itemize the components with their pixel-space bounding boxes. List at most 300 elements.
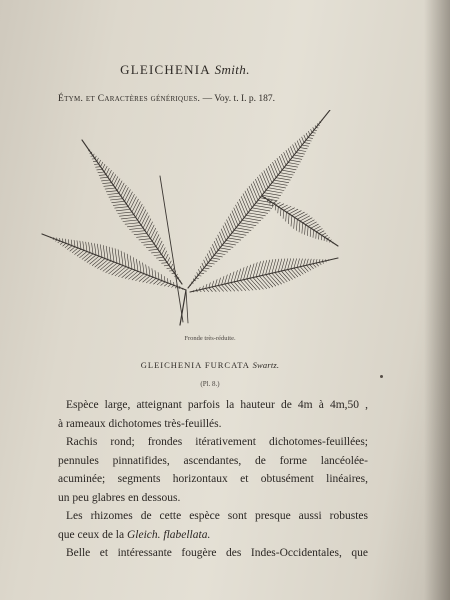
frond-pinnule — [204, 268, 209, 269]
frond-pinnule — [270, 164, 276, 177]
frond-pinnule — [299, 139, 302, 145]
frond-pinnule — [268, 166, 274, 180]
frond-pinnule — [266, 190, 282, 193]
frond-pinnule — [154, 255, 162, 256]
frond-pinnule — [145, 219, 151, 231]
frond-pinnule — [129, 271, 138, 279]
figure-caption: Fronde très-réduite. — [184, 335, 236, 342]
frond-pinnule — [115, 267, 126, 276]
fern-frond-illustration — [38, 110, 348, 330]
frond-pinnule — [149, 225, 154, 236]
frond-pinnule — [132, 273, 141, 280]
frond-pinnule — [100, 261, 111, 270]
frond-pinnule — [225, 223, 230, 236]
frond-pinnule — [291, 216, 292, 227]
frond-pinnule — [284, 206, 291, 210]
frond-pinnule — [212, 244, 216, 253]
frond-pinnule — [237, 281, 246, 291]
frond-pinnule — [222, 276, 224, 284]
frond-pinnule — [83, 242, 84, 251]
frond-pinnule — [97, 169, 103, 170]
frond-pinnule — [231, 283, 239, 291]
frond-pinnule — [97, 158, 99, 161]
text-line: Les rhizomes de cette espèce sont presque aussi robustes — [66, 510, 368, 522]
frond-pinnule — [311, 224, 319, 228]
frond-pinnule — [297, 259, 299, 268]
frond-pinnule — [236, 228, 251, 231]
frond-pinnule — [291, 259, 294, 269]
frond-pinnule — [300, 148, 307, 149]
frond-pinnule — [130, 197, 136, 210]
frond-pinnule — [237, 269, 241, 281]
frond-pinnule — [303, 266, 308, 271]
frond-pinnule — [93, 154, 94, 156]
frond-pinnule — [284, 168, 296, 170]
frond-pinnule — [132, 199, 138, 212]
frond-pinnule — [253, 182, 260, 198]
frond-pinnule — [293, 145, 296, 153]
frond-pinnule — [95, 244, 97, 256]
frond-pinnule — [85, 254, 93, 261]
frond-pinnule — [278, 207, 279, 213]
frond-pinnule — [310, 265, 314, 269]
frond-pinnule — [137, 236, 149, 237]
frond-pinnule — [225, 275, 228, 284]
frond-pinnule — [322, 233, 326, 235]
frond-pinnule — [100, 245, 102, 258]
frond-pinnule — [115, 249, 117, 264]
frond-pinnule — [202, 263, 204, 268]
frond-pinnule — [304, 143, 310, 144]
frond-pinnule — [254, 205, 272, 208]
frond-pinnule — [198, 276, 201, 277]
frond-pinnule — [134, 202, 140, 215]
frond-stipe — [186, 290, 188, 323]
frond-pinnule — [119, 183, 124, 193]
frond-pinnule — [160, 244, 164, 252]
frond-pinnule — [109, 247, 111, 261]
frond-pinnule — [244, 218, 261, 221]
frond-pinnule — [164, 265, 169, 266]
frond-pinnule — [234, 270, 237, 282]
frond-pinnule — [151, 252, 159, 253]
frond-stalk — [160, 176, 183, 322]
frond-pinnule — [122, 269, 132, 278]
frond-pinnule — [231, 272, 234, 283]
frond-pinnule — [99, 160, 101, 164]
frond-pinnule — [195, 276, 196, 278]
frond-pinnule — [112, 248, 114, 262]
frond-pinnule — [295, 212, 305, 217]
frond-pinnule — [215, 286, 220, 291]
frond-pinnule — [164, 276, 165, 281]
frond-pinnule — [272, 183, 287, 186]
frond-pinnule — [317, 124, 318, 125]
frond-pinnule — [246, 215, 263, 218]
frond-pinnule — [230, 235, 243, 237]
frond-pinnule — [80, 252, 87, 258]
frond-pinnule — [98, 172, 104, 173]
frond-pinnule — [206, 288, 209, 291]
frond-pinnule — [223, 226, 228, 238]
frond-pinnule — [165, 254, 168, 260]
frond-pinnule — [310, 135, 314, 136]
frond-pinnule — [130, 256, 132, 269]
frond-pinnule — [297, 141, 300, 148]
frond-pinnule — [251, 184, 258, 200]
frond-pinnule — [97, 244, 99, 256]
frond-pinnule — [125, 223, 139, 225]
frond-pinnule — [103, 262, 114, 271]
frond-pinnule — [116, 209, 130, 211]
frond-pinnule — [151, 228, 156, 239]
frond-pinnule — [297, 214, 307, 219]
text-line: pennules pinnatifides, ascendantes, de forme lancéolée- — [58, 454, 368, 467]
frond-pinnule — [206, 265, 212, 266]
frond-pinnule — [102, 164, 105, 169]
frond-pinnule — [299, 221, 300, 232]
frond-pinnule — [130, 228, 144, 229]
frond-pinnule — [70, 247, 75, 251]
frond-pinnule — [121, 185, 126, 196]
frond-pinnule — [100, 177, 108, 178]
description-paragraph — [58, 396, 368, 563]
frond-pinnule — [109, 196, 121, 197]
frond-pinnule — [136, 204, 143, 217]
frond-pinnule — [270, 185, 286, 188]
frond-pinnule — [295, 143, 298, 150]
frond-pinnule — [300, 259, 302, 267]
frond-pinnule — [285, 270, 293, 279]
frond-pinnule — [292, 158, 302, 160]
frond-pinnule — [65, 245, 69, 248]
text-line: acuminée; segments horizontaux et obtusément linéaires, — [58, 473, 368, 485]
frond-pinnule — [234, 282, 242, 291]
frond-pinnule — [296, 219, 297, 230]
genus-heading — [0, 62, 370, 78]
frond-pinnule — [146, 247, 156, 248]
page-edge-shadow — [424, 0, 450, 600]
frond-pinnule — [133, 258, 135, 271]
frond-pinnule — [244, 280, 253, 290]
frond-pinnule — [270, 200, 273, 202]
frond-pinnule — [304, 135, 306, 140]
frond-pinnule — [118, 268, 129, 277]
frond-pinnule — [95, 259, 105, 268]
text-line: Belle et intéressante fougère des Indes-Occidentales, que — [66, 547, 368, 559]
frond-pinnule — [281, 271, 290, 281]
frond-pinnule — [127, 225, 141, 227]
frond-pinnule — [118, 250, 120, 265]
frond-pinnule — [182, 289, 183, 290]
frond-pinnule — [63, 243, 66, 246]
frond-pinnule — [147, 222, 153, 233]
frond-pinnule — [157, 257, 164, 258]
frond-pinnule — [149, 249, 158, 250]
frond-pinnule — [136, 259, 138, 271]
frond-pinnule — [141, 241, 152, 242]
frond-pinnule — [112, 201, 125, 202]
frond-pinnule — [296, 153, 305, 155]
frond-pinnule — [60, 242, 63, 244]
frond-pinnule — [121, 251, 123, 266]
frond-pinnule — [212, 287, 216, 292]
frond-pinnule — [275, 160, 280, 172]
frond-pinnule — [203, 289, 205, 292]
frond-pinnule — [224, 243, 236, 245]
frond-pinnule — [162, 248, 166, 255]
text-line: un peu glabres en dessous. — [58, 491, 181, 504]
frond-pinnule — [202, 271, 206, 272]
frond-pinnule — [119, 215, 133, 217]
frond-pinnule — [228, 238, 241, 240]
frond-pinnule — [302, 137, 304, 143]
frond-pinnule — [58, 241, 60, 243]
frond-pinnule — [278, 175, 292, 177]
frond-pinnule — [161, 274, 162, 280]
frond-pinnule — [280, 173, 293, 175]
frond-pinnule — [139, 210, 145, 223]
frond-pinnule — [110, 173, 114, 181]
frond-pinnule — [212, 258, 220, 259]
frond-pinnule — [298, 150, 306, 151]
frond-pinnule — [103, 245, 105, 258]
frond-pinnule — [307, 259, 309, 265]
frond-pinnule — [315, 126, 316, 128]
frond-pinnule — [280, 209, 281, 216]
frond-pinnule — [136, 274, 144, 281]
frond-pinnule — [228, 217, 234, 231]
frond-pinnule — [115, 207, 129, 208]
frond-pinnule — [268, 188, 284, 191]
frond-pinnule — [281, 259, 285, 271]
frond-pinnule — [152, 269, 153, 278]
frond-pinnule — [286, 212, 287, 221]
frond-pinnule — [240, 223, 256, 226]
frond-pinnule — [242, 220, 258, 223]
frond-pinnule — [77, 241, 78, 248]
frond-rachis — [188, 110, 330, 288]
frond-pinnule — [164, 283, 168, 286]
frond-pinnule — [249, 186, 256, 203]
text-line: à rameaux dichotomes très-feuillés. — [58, 417, 222, 430]
frond-pinnule — [101, 180, 109, 181]
frond-pinnule — [240, 268, 244, 281]
frond-pinnule — [327, 238, 329, 239]
frond-pinnule — [128, 194, 134, 206]
frond-pinnule — [101, 162, 103, 167]
frond-pinnule — [193, 279, 194, 281]
frond-pinnule — [222, 245, 233, 247]
frond-pinnule — [230, 214, 236, 228]
frond-pinnule — [197, 273, 198, 276]
frond-pinnule — [275, 273, 284, 283]
frond-pinnule — [98, 260, 108, 269]
frond-pinnule — [108, 193, 119, 194]
frond-pinnule — [294, 259, 297, 268]
frond-pinnule — [264, 193, 281, 196]
frond-pinnule — [330, 240, 331, 241]
frond-pinnule — [108, 170, 112, 177]
frond-pinnule — [290, 147, 294, 156]
frond-pinnule — [123, 220, 138, 222]
frond-pinnule — [90, 256, 99, 264]
frond-pinnule — [313, 128, 314, 131]
frond-pinnule — [106, 168, 109, 174]
frond-pinnule — [241, 197, 248, 213]
frond-pinnule — [281, 205, 287, 208]
frond-pinnule — [288, 259, 291, 270]
frond-pinnule — [164, 251, 167, 257]
frond-pinnule — [92, 243, 93, 254]
frond-pinnule — [324, 235, 327, 237]
frond-pinnule — [277, 158, 282, 170]
frond-pinnule — [227, 220, 232, 233]
frond-pinnule — [319, 231, 324, 234]
frond-pinnule — [106, 191, 117, 192]
frond-pinnule — [228, 283, 235, 291]
frond-pinnule — [208, 263, 214, 264]
species-heading — [0, 360, 420, 370]
frond-pinnule — [132, 231, 145, 232]
frond-pinnule — [238, 225, 254, 228]
frond-pinnule — [211, 248, 214, 256]
frond-pinnule — [264, 171, 270, 186]
frond-pinnule — [240, 280, 249, 290]
frond-pinnule — [285, 259, 288, 271]
frond-pinnule — [307, 265, 311, 270]
frond-pinnule — [236, 205, 242, 220]
frond-pinnule — [228, 273, 231, 283]
frond-pinnule — [316, 232, 317, 239]
frond-pinnule — [276, 178, 290, 180]
frond-pinnule — [278, 204, 284, 207]
frond-pinnule — [260, 175, 266, 190]
frond-pinnule — [140, 261, 142, 273]
etymology-reference: — Voy. t. I. p. 187. — [202, 94, 275, 104]
frond-pinnule — [294, 217, 295, 228]
frond-pinnule — [169, 261, 171, 265]
frond-pinnule — [312, 133, 315, 134]
ink-speck — [380, 375, 383, 378]
frond-pinnule — [92, 257, 102, 265]
frond-pinnule — [159, 260, 165, 261]
frond-pinnule — [306, 133, 308, 137]
frond-pinnule — [306, 140, 311, 141]
frond-pinnule — [138, 207, 145, 220]
frond-pinnule — [294, 155, 303, 157]
frond-pinnule — [80, 241, 81, 249]
frond-pinnule — [134, 233, 147, 234]
frond-pinnule — [106, 246, 108, 260]
frond-pinnule — [226, 240, 238, 242]
frond-pinnule — [103, 183, 112, 184]
frond-pinnule — [155, 271, 156, 279]
frond-pinnule — [288, 163, 299, 165]
frond-pinnule — [95, 156, 96, 159]
frond-pinnule — [200, 273, 204, 274]
frond-pinnule — [313, 230, 314, 238]
frond-pinnule — [143, 216, 149, 228]
frond-pinnule — [157, 281, 162, 285]
frond-pinnule — [104, 185, 114, 186]
frond-pinnule — [171, 264, 173, 268]
frond-pinnule — [266, 169, 272, 183]
text-line — [58, 526, 368, 545]
frond-pinnule — [173, 268, 175, 271]
frond-pinnule — [141, 213, 147, 226]
frond-pinnule — [127, 254, 129, 268]
etymology-line — [58, 94, 378, 104]
frond-pinnule — [146, 265, 147, 275]
frond-pinnule — [225, 284, 231, 291]
frond-pinnule — [144, 244, 154, 245]
frond-pinnule — [314, 226, 321, 230]
frond-pinnule — [126, 192, 132, 204]
species-author: Swartz. — [252, 360, 280, 370]
frond-pinnule — [286, 165, 298, 167]
frond-pinnule — [252, 208, 270, 211]
frond-pinnule — [154, 280, 160, 285]
frond-pinnule — [313, 264, 316, 268]
frond-pinnule — [212, 281, 214, 287]
frond-pinnule — [276, 203, 281, 205]
frond-pinnule — [316, 229, 322, 232]
frond-pinnule — [305, 225, 306, 235]
frond-pinnule — [234, 230, 249, 233]
frond-pinnule — [123, 188, 129, 199]
frond-pinnule — [316, 263, 319, 266]
text-fragment: que ceux de la — [58, 528, 125, 541]
frond-pinnule — [204, 260, 206, 265]
frond-pinnule — [311, 129, 312, 132]
frond-pinnule — [162, 263, 168, 264]
frond-pinnule — [110, 199, 122, 200]
frond-pinnule — [258, 177, 265, 193]
frond-pinnule — [99, 175, 106, 176]
frond-pinnule — [216, 253, 225, 255]
frond-pinnule — [143, 276, 150, 282]
frond-pinnule — [218, 250, 228, 252]
frond-pinnule — [278, 259, 282, 272]
genus-author: Smith. — [214, 62, 250, 77]
frond-pinnule — [206, 257, 209, 263]
frond-pinnule — [274, 180, 289, 183]
species-name: GLEICHENIA FURCATA — [140, 360, 250, 370]
frond-pinnule — [288, 270, 296, 278]
species-reference: Gleich. flabellata. — [126, 528, 211, 541]
frond-pinnule — [161, 282, 165, 286]
frond-pinnule — [238, 202, 245, 218]
frond-pinnule — [302, 223, 303, 234]
frond-pinnule — [262, 173, 268, 188]
frond-pinnule — [149, 267, 150, 276]
frond-pinnule — [288, 214, 289, 224]
text-line: Espèce large, atteignant parfois la hauteur de 4m à 4m,50 , — [66, 399, 368, 411]
frond-pinnule — [158, 272, 159, 279]
frond-pinnule — [290, 160, 300, 162]
frond-pinnule — [87, 255, 96, 262]
frond-pinnule — [220, 248, 230, 250]
frond-pinnule — [210, 260, 217, 261]
frond-pinnule — [118, 212, 132, 214]
frond-pinnule — [199, 269, 201, 273]
frond-pinnule — [121, 217, 136, 219]
frond-pinnule — [82, 253, 90, 260]
frond-pinnule — [282, 170, 295, 172]
text-line: Rachis rond; frondes itérativement dichotomes-feuillées; — [66, 436, 368, 448]
frond-pinnule — [96, 167, 101, 168]
